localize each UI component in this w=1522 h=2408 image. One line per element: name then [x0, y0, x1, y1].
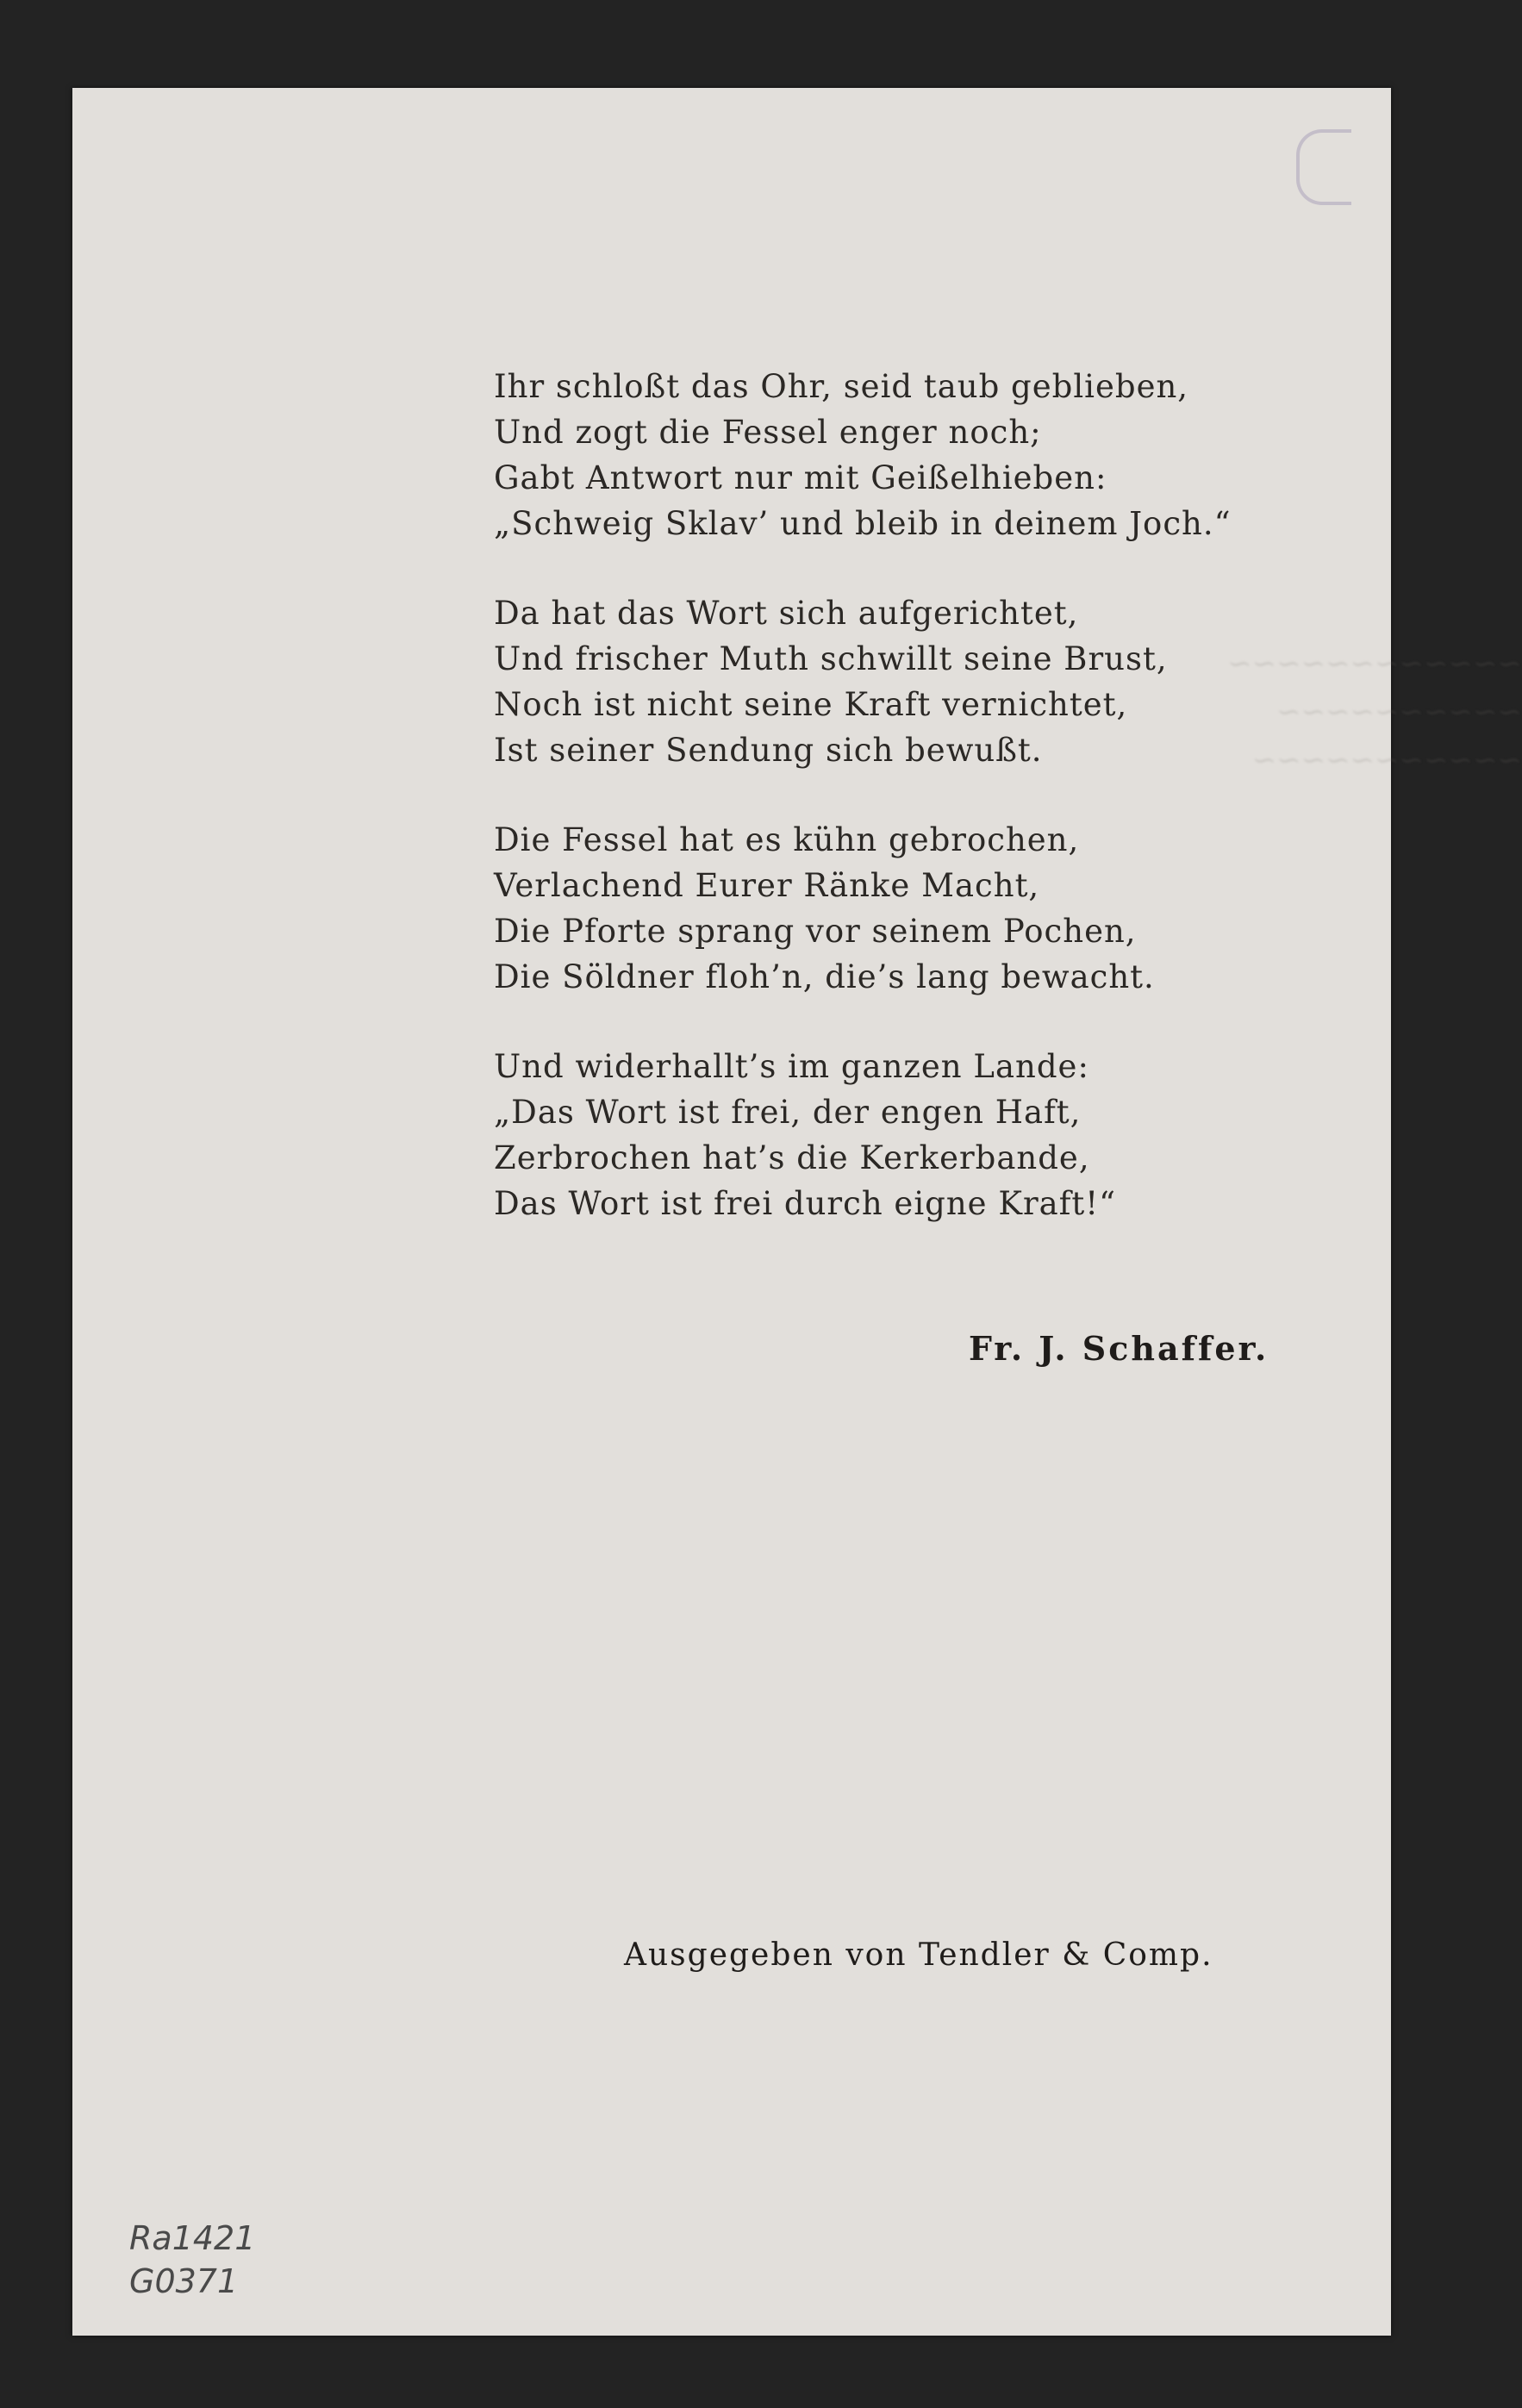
- archive-mark: Ra1421: [129, 2219, 256, 2257]
- bleed-through-stamp: [1296, 129, 1351, 205]
- poem-line: Und frischer Muth schwillt seine Brust,: [494, 640, 1168, 677]
- poem: [494, 364, 1338, 1270]
- poem-line: Die Fessel hat es kühn gebrochen,: [494, 821, 1080, 858]
- stanza: [494, 364, 1338, 546]
- poem-line: Die Söldner floh’n, die’s lang bewacht.: [494, 958, 1155, 995]
- stanza: [494, 817, 1338, 1000]
- bleed-through-text: ~~~~~~~~~~~~ ~~~~~~~~~~ ~~~~~~~~~~~: [1227, 646, 1522, 777]
- archive-mark: G0371: [129, 2262, 239, 2300]
- poem-line: „Schweig Sklav’ und bleib in deinem Joch.“: [494, 505, 1232, 542]
- poem-line: Ihr schloßt das Ohr, seid taub geblieben,: [494, 368, 1189, 405]
- publisher-line: Ausgegeben von Tendler & Comp.: [624, 1937, 1213, 1973]
- stanza: [494, 590, 1338, 773]
- poem-line: „Das Wort ist frei, der engen Haft,: [494, 1094, 1082, 1131]
- poem-line: Gabt Antwort nur mit Geißelhieben:: [494, 459, 1107, 496]
- poem-line: Die Pforte sprang vor seinem Pochen,: [494, 913, 1137, 950]
- author-signature: Fr. J. Schaffer.: [969, 1329, 1269, 1368]
- poem-line: Noch ist nicht seine Kraft vernichtet,: [494, 686, 1128, 723]
- poem-line: Verlachend Eurer Ränke Macht,: [494, 867, 1040, 904]
- poem-line: Da hat das Wort sich aufgerichtet,: [494, 595, 1079, 632]
- archive-marks: [129, 2217, 255, 2303]
- poem-line: Zerbrochen hat’s die Kerkerbande,: [494, 1139, 1090, 1176]
- poem-line: Und widerhallt’s im ganzen Lande:: [494, 1048, 1089, 1085]
- poem-line: Ist seiner Sendung sich bewußt.: [494, 732, 1043, 769]
- poem-line: Und zogt die Fessel enger noch;: [494, 414, 1042, 451]
- document-sheet: [72, 88, 1522, 2336]
- poem-line: Das Wort ist frei durch eigne Kraft!“: [494, 1185, 1117, 1222]
- stanza: [494, 1044, 1338, 1226]
